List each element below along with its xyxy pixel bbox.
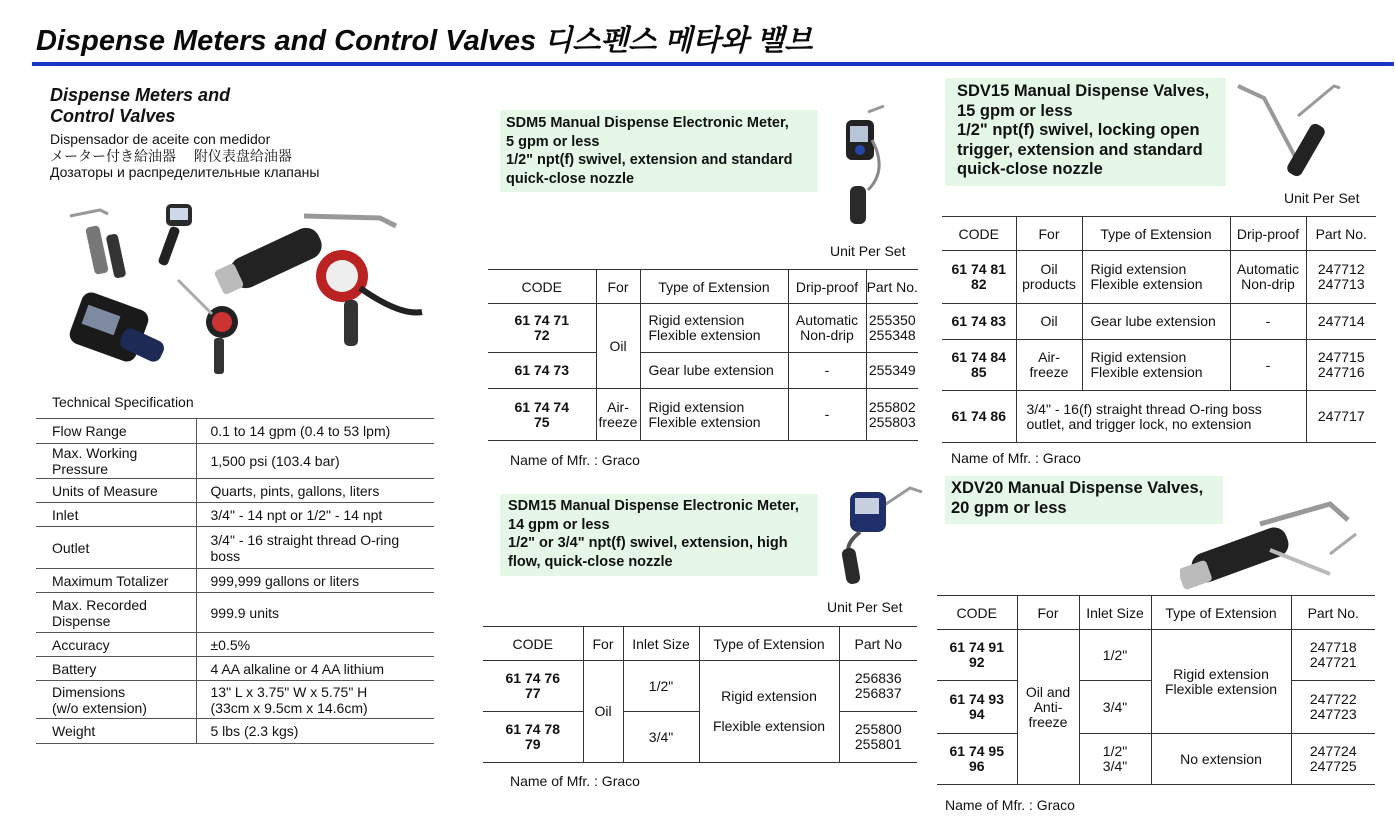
- xdv20-product-image: [1180, 494, 1360, 594]
- spec-label: Units of Measure: [36, 479, 196, 503]
- extension-cell: No extension: [1151, 734, 1291, 785]
- spec-label: Max. Recorded Dispense: [36, 593, 196, 633]
- sdv15-product-image: [1234, 76, 1344, 182]
- code-cell: 61 74 84 85: [942, 340, 1016, 391]
- part-cell: 247717: [1306, 391, 1376, 443]
- table-row: [488, 353, 918, 389]
- xdv20-desc-line: XDV20 Manual Dispense Valves,: [951, 479, 1204, 497]
- inlet-cell: 3/4": [623, 712, 699, 763]
- sdm15-product-image: [830, 478, 926, 588]
- spec-label: Accuracy: [36, 633, 196, 657]
- part-cell: 247715 247716: [1306, 340, 1376, 391]
- table-row: [488, 389, 918, 441]
- sdv15-desc-line: 1/2" npt(f) swivel, locking open: [957, 121, 1200, 139]
- drip-cell: -: [788, 389, 866, 441]
- drip-cell: Automatic Non-drip: [788, 304, 866, 353]
- part-cell: 255800 255801: [839, 712, 917, 763]
- xdv20-desc-line: 20 gpm or less: [951, 498, 1067, 517]
- code-cell: 61 74 74 75: [488, 389, 596, 441]
- sdm5-manufacturer: Name of Mfr. : Graco: [510, 452, 640, 468]
- sdm5-description: [500, 110, 818, 192]
- product-collage-image: [60, 196, 450, 386]
- sdm15-desc-line: 14 gpm or less: [508, 516, 610, 533]
- col-header: Type of Extension: [1151, 596, 1291, 630]
- inlet-cell: 1/2": [1079, 630, 1151, 681]
- spec-value: 1,500 psi (103.4 bar): [196, 444, 434, 479]
- sdv15-description: [945, 78, 1226, 186]
- spec-value: Quarts, pints, gallons, liters: [196, 479, 434, 503]
- xdv20-manufacturer: Name of Mfr. : Graco: [945, 797, 1075, 813]
- section-heading: [50, 85, 230, 127]
- col-header: CODE: [488, 270, 596, 304]
- spec-label: Max. Working Pressure: [36, 444, 196, 479]
- table-row: [942, 391, 1376, 443]
- spec-value: ±0.5%: [196, 633, 434, 657]
- extension-cell: Gear lube extension: [1082, 304, 1230, 340]
- code-cell: 61 74 76 77: [483, 661, 583, 712]
- code-cell: 61 74 81 82: [942, 251, 1016, 304]
- extension-cell: Rigid extension Flexible extension: [1151, 630, 1291, 734]
- spec-label: Outlet: [36, 527, 196, 569]
- part-cell: 247718 247721: [1291, 630, 1375, 681]
- spec-label: Weight: [36, 719, 196, 744]
- sdv15-unit-label: Unit Per Set: [1284, 190, 1360, 206]
- col-header: For: [583, 627, 623, 661]
- subtitle-spanish: Dispensador de aceite con medidor: [50, 131, 271, 147]
- spec-label: Dimensions (w/o extension): [36, 681, 196, 719]
- col-header: Part No.: [1291, 596, 1375, 630]
- col-header: For: [596, 270, 640, 304]
- sdv15-desc-line: SDV15 Manual Dispense Valves,: [957, 82, 1210, 100]
- part-cell: 255350 255348: [866, 304, 918, 353]
- spec-row: [36, 444, 434, 479]
- col-header: Part No: [839, 627, 917, 661]
- drip-cell: -: [1230, 340, 1306, 391]
- part-cell: 256836 256837: [839, 661, 917, 712]
- code-cell: 61 74 78 79: [483, 712, 583, 763]
- spec-row: [36, 633, 434, 657]
- sdm15-desc-line: SDM15 Manual Dispense Electronic Meter,: [508, 498, 799, 514]
- col-header: Part No.: [1306, 217, 1376, 251]
- col-header: Drip-proof: [788, 270, 866, 304]
- col-header: Inlet Size: [623, 627, 699, 661]
- code-cell: 61 74 83: [942, 304, 1016, 340]
- spec-row: [36, 479, 434, 503]
- page-title: Dispense Meters and Control Valves 디스펜스 메타와 밸브: [36, 25, 813, 57]
- sdm5-desc-line: 5 gpm or less: [506, 133, 600, 150]
- table-row: [483, 661, 917, 712]
- sdm15-desc-line: 1/2" or 3/4" npt(f) swivel, extension, high: [508, 535, 788, 551]
- col-header: CODE: [942, 217, 1016, 251]
- col-header: Drip-proof: [1230, 217, 1306, 251]
- sdv15-manufacturer: Name of Mfr. : Graco: [951, 450, 1081, 466]
- xdv20-table: [937, 595, 1375, 785]
- spec-label: Battery: [36, 657, 196, 681]
- sdv15-table: [942, 216, 1376, 443]
- code-cell: 61 74 93 94: [937, 681, 1017, 734]
- spec-table: [36, 418, 434, 744]
- col-header: CODE: [937, 596, 1017, 630]
- spec-value: 13" L x 3.75" W x 5.75" H (33cm x 9.5cm x 14.6cm): [196, 681, 434, 719]
- part-cell: 247722 247723: [1291, 681, 1375, 734]
- inlet-cell: 1/2" 3/4": [1079, 734, 1151, 785]
- sdv15-desc-line: 15 gpm or less: [957, 101, 1073, 120]
- col-header: Part No.: [866, 270, 918, 304]
- code-cell: 61 74 95 96: [937, 734, 1017, 785]
- for-cell: Oil and Anti- freeze: [1017, 630, 1079, 785]
- subtitle-japanese-chinese: メーター付き給油器 附仪表盘给油器: [50, 147, 292, 164]
- section-subtitles: [50, 131, 319, 181]
- spec-title: Technical Specification: [52, 394, 194, 410]
- spec-row: [36, 593, 434, 633]
- drip-cell: -: [1230, 304, 1306, 340]
- extension-cell: Rigid extension Flexible extension: [699, 661, 839, 763]
- col-header: For: [1017, 596, 1079, 630]
- col-header: Type of Extension: [699, 627, 839, 661]
- sdm5-desc-line: 1/2" npt(f) swivel, extension and standard: [506, 152, 793, 168]
- sdm5-product-image: [838, 100, 898, 230]
- part-cell: 247724 247725: [1291, 734, 1375, 785]
- col-header: Inlet Size: [1079, 596, 1151, 630]
- inlet-cell: 1/2": [623, 661, 699, 712]
- extension-cell: Rigid extension Flexible extension: [640, 389, 788, 441]
- extension-cell: Rigid extension Flexible extension: [1082, 340, 1230, 391]
- drip-cell: Automatic Non-drip: [1230, 251, 1306, 304]
- section-heading-line2: Control Valves: [50, 106, 176, 126]
- table-row: [942, 304, 1376, 340]
- part-cell: 247714: [1306, 304, 1376, 340]
- spec-row: [36, 657, 434, 681]
- section-heading-line1: Dispense Meters and: [50, 85, 231, 105]
- spec-row: [36, 527, 434, 569]
- code-cell: 61 74 71 72: [488, 304, 596, 353]
- sdm15-description: [500, 494, 818, 576]
- spec-label: Maximum Totalizer: [36, 569, 196, 593]
- part-cell: 247712 247713: [1306, 251, 1376, 304]
- sdm5-table: [488, 269, 918, 441]
- inlet-cell: 3/4": [1079, 681, 1151, 734]
- code-cell: 61 74 73: [488, 353, 596, 389]
- for-cell: Oil: [596, 304, 640, 389]
- spec-row: [36, 419, 434, 444]
- extension-cell: 3/4" - 16(f) straight thread O-ring boss outlet, and trigger lock, no extension: [1016, 391, 1306, 443]
- spec-row: [36, 503, 434, 527]
- title-divider: [32, 62, 1394, 66]
- sdm5-desc-line: SDM5 Manual Dispense Electronic Meter,: [506, 115, 789, 131]
- sdm15-manufacturer: Name of Mfr. : Graco: [510, 773, 640, 789]
- for-cell: Oil products: [1016, 251, 1082, 304]
- spec-value: 3/4" - 16 straight thread O-ring boss: [196, 527, 434, 569]
- spec-value: 999,999 gallons or liters: [196, 569, 434, 593]
- col-header: Type of Extension: [640, 270, 788, 304]
- subtitle-russian: Дозаторы и распределительные клапаны: [50, 164, 320, 180]
- sdm15-table: [483, 626, 917, 763]
- sdv15-desc-line: quick-close nozzle: [957, 160, 1103, 178]
- table-row: [942, 340, 1376, 391]
- spec-row: [36, 719, 434, 744]
- for-cell: Air- freeze: [1016, 340, 1082, 391]
- sdm15-unit-label: Unit Per Set: [827, 599, 903, 615]
- spec-label: Inlet: [36, 503, 196, 527]
- for-cell: Air- freeze: [596, 389, 640, 441]
- for-cell: Oil: [1016, 304, 1082, 340]
- extension-cell: Rigid extension Flexible extension: [640, 304, 788, 353]
- sdm5-desc-line: quick-close nozzle: [506, 170, 635, 187]
- extension-cell: Gear lube extension: [640, 353, 788, 389]
- sdv15-desc-line: trigger, extension and standard: [957, 140, 1203, 159]
- spec-value: 3/4" - 14 npt or 1/2" - 14 npt: [196, 503, 434, 527]
- spec-label: Flow Range: [36, 419, 196, 444]
- part-cell: 255802 255803: [866, 389, 918, 441]
- col-header: For: [1016, 217, 1082, 251]
- table-row: [937, 630, 1375, 681]
- part-cell: 255349: [866, 353, 918, 389]
- extension-cell: Rigid extension Flexible extension: [1082, 251, 1230, 304]
- sdm15-desc-line: flow, quick-close nozzle: [508, 553, 673, 570]
- sdm5-unit-label: Unit Per Set: [830, 243, 906, 259]
- col-header: CODE: [483, 627, 583, 661]
- code-cell: 61 74 91 92: [937, 630, 1017, 681]
- drip-cell: -: [788, 353, 866, 389]
- code-cell: 61 74 86: [942, 391, 1016, 443]
- for-cell: Oil: [583, 661, 623, 763]
- spec-row: [36, 569, 434, 593]
- col-header: Type of Extension: [1082, 217, 1230, 251]
- table-row: [942, 251, 1376, 304]
- table-row: [937, 734, 1375, 785]
- spec-value: 4 AA alkaline or 4 AA lithium: [196, 657, 434, 681]
- spec-row: [36, 681, 434, 719]
- table-row: [488, 304, 918, 353]
- spec-value: 0.1 to 14 gpm (0.4 to 53 lpm): [196, 419, 434, 444]
- spec-value: 5 lbs (2.3 kgs): [196, 719, 434, 744]
- spec-value: 999.9 units: [196, 593, 434, 633]
